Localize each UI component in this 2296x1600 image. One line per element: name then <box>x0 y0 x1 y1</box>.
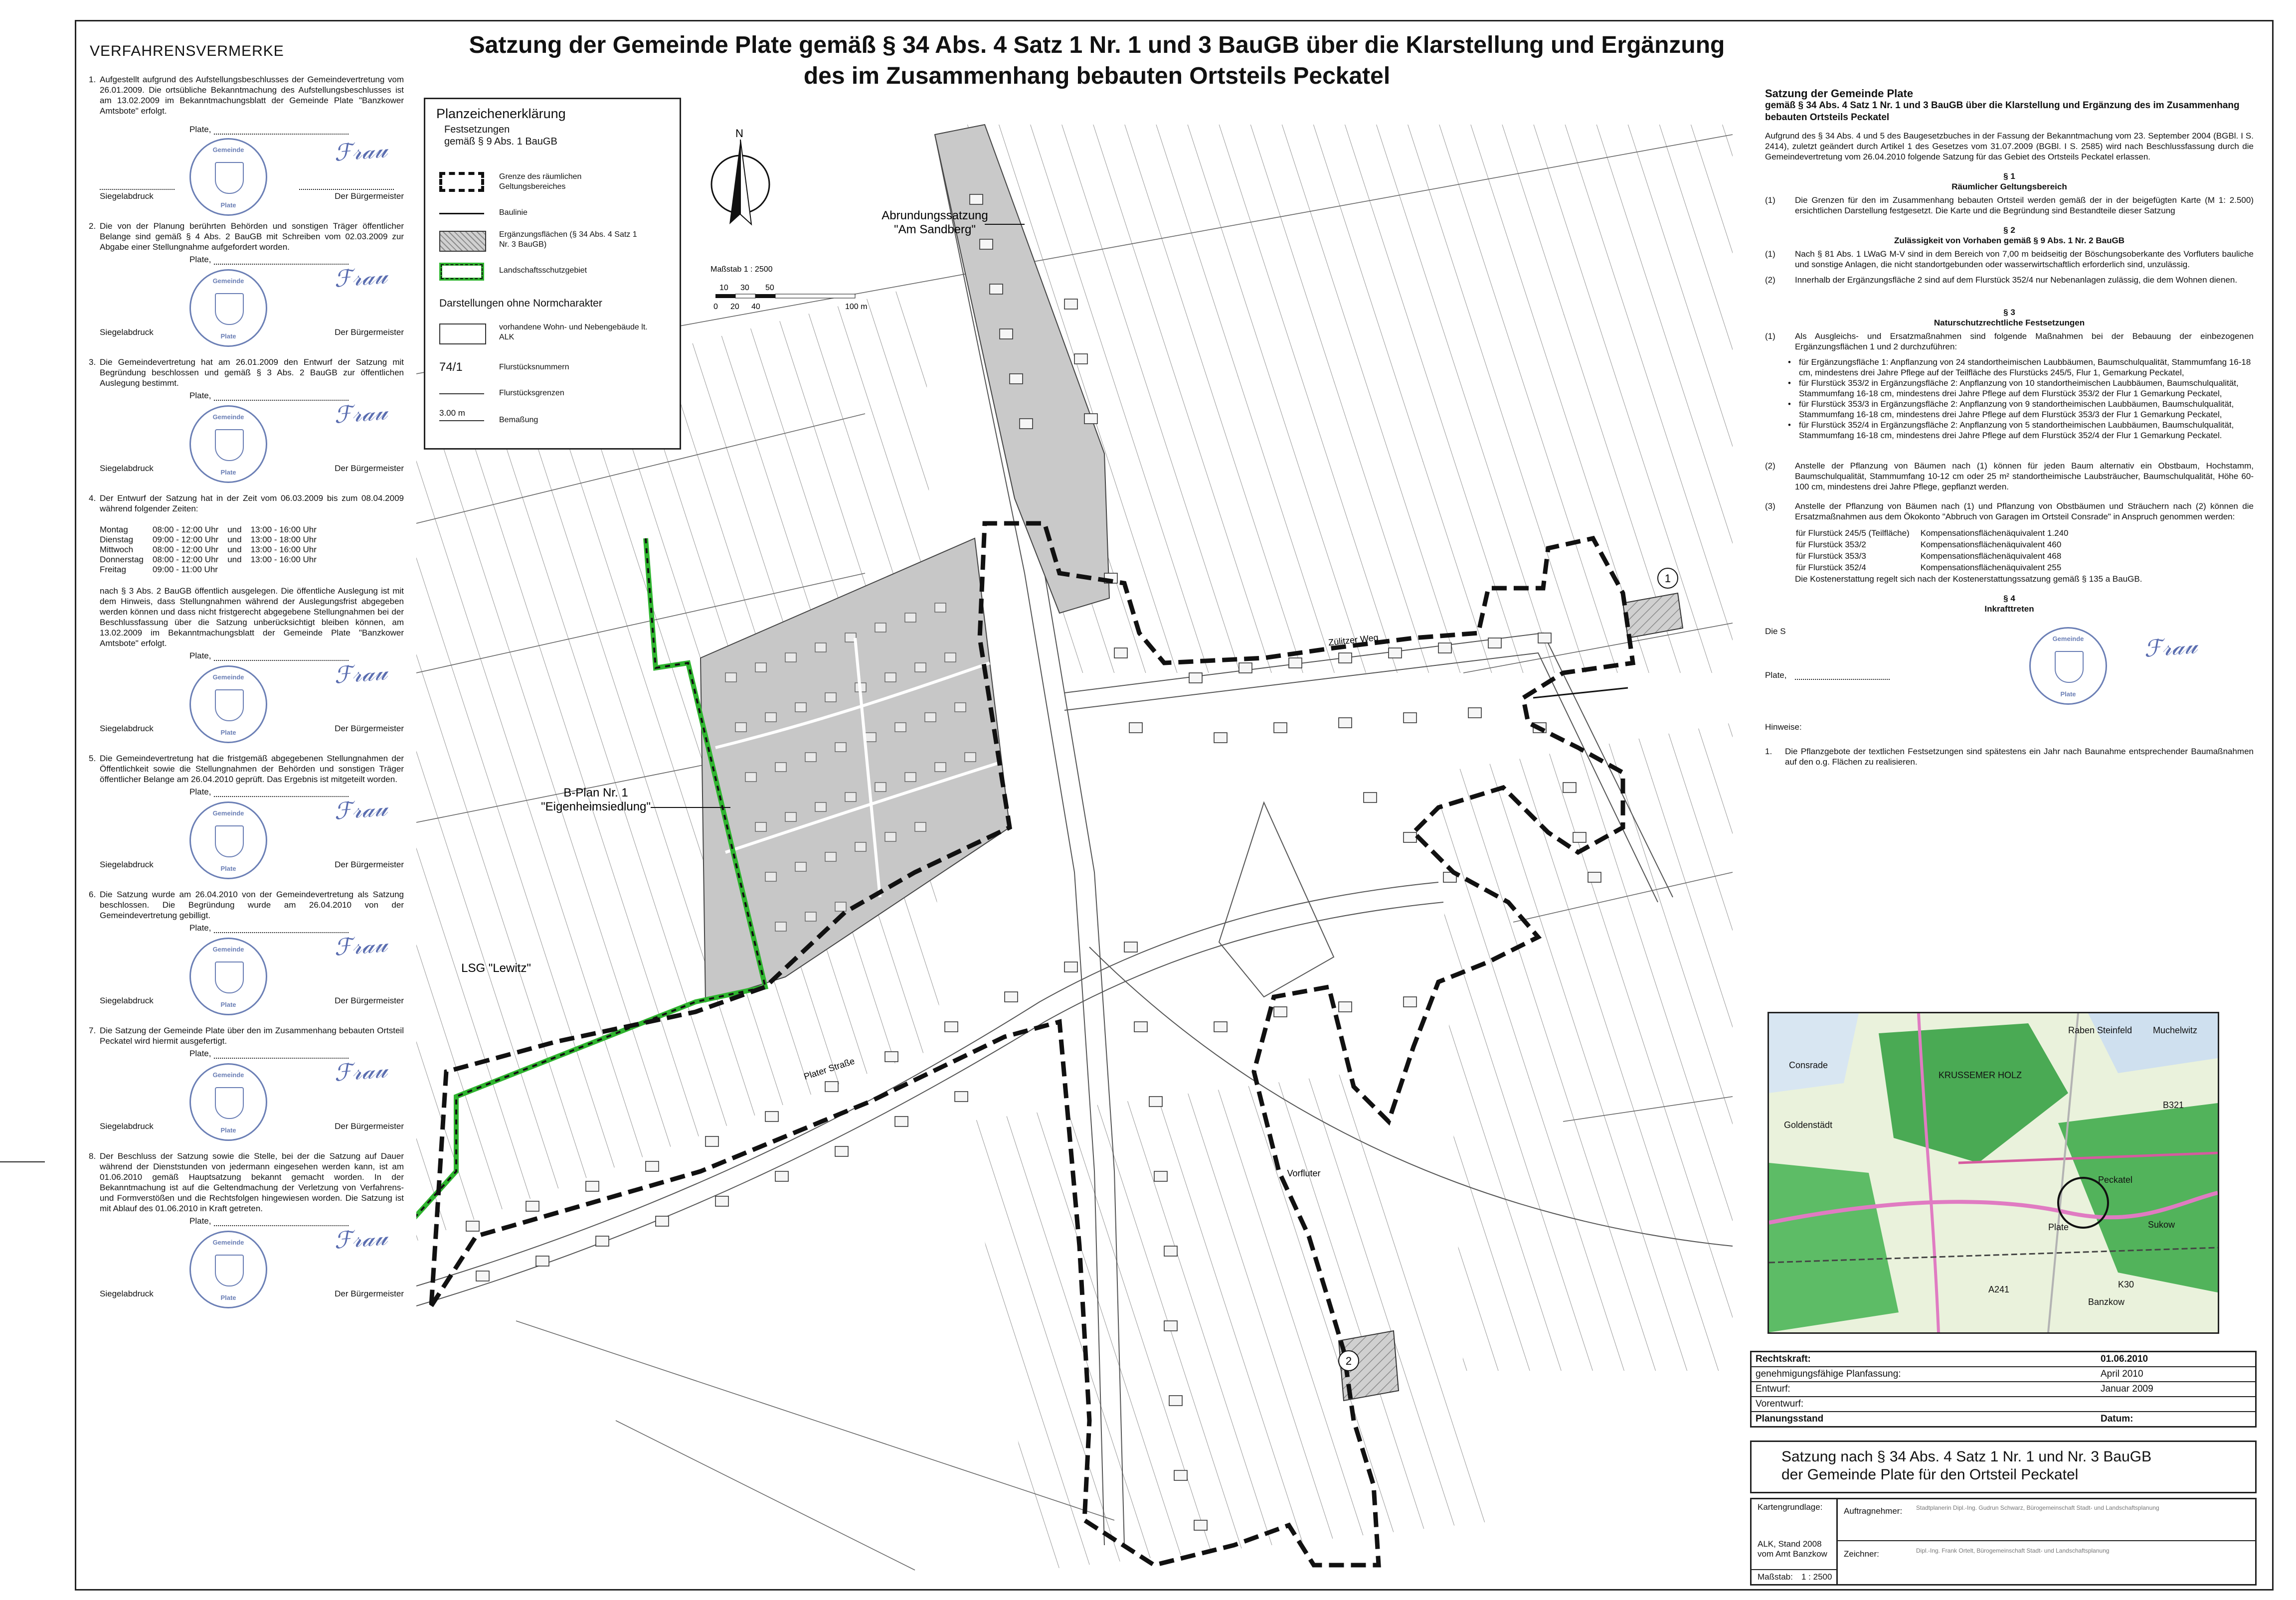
vermerk-1 <box>85 74 404 116</box>
signature-block-3 <box>100 388 404 493</box>
paragraph-4-title: § 4 Inkrafttreten <box>1984 594 2034 614</box>
massstab-label: Maßstab: <box>1758 1572 1793 1582</box>
tb-row-entwurf: Entwurf: Januar 2009 <box>1752 1382 2255 1397</box>
north-arrow <box>711 127 769 224</box>
mayor-signature: ℱ𝓇𝒶𝓊 <box>333 794 388 825</box>
seal-label: Siegelabdruck <box>100 1289 154 1298</box>
tb-row-rechtskraft: Rechtskraft: 01.06.2010 <box>1752 1352 2255 1367</box>
tb-row-planungsstand: Planungsstand Datum: <box>1756 1414 2133 1424</box>
mayor-label: Der Bürgermeister <box>335 327 404 337</box>
tb-row-vorentwurf: Vorentwurf: <box>1752 1397 2255 1412</box>
compensation-row: für Flurstück 352/4 Kompensationsflächenäquivalent 255 <box>1796 563 2062 572</box>
legend-row-dim <box>439 408 674 433</box>
zeichner-label: Zeichner: <box>1844 1549 1879 1559</box>
overview-map-graphic <box>1769 1013 2218 1332</box>
vermerk-8 <box>85 1151 404 1214</box>
place-date: Plate, <box>189 923 349 933</box>
legend-subheading-2: gemäß § 9 Abs. 1 BauGB <box>444 136 557 147</box>
legend-text: Landschaftsschutzgebiet <box>499 266 587 275</box>
vermerk-text: Die von der Planung berührten Behörden und sonstigen Träger öffentlicher Belange sind gemäß § 4 Abs. 2 BauGB mit Schreiben vom 02.03.2009 zur Abgabe einer Stellungnahme aufgefordert worden. <box>100 221 404 252</box>
mayor-signature: ℱ𝓇𝒶𝓊 <box>333 1223 388 1254</box>
signature-block-8 <box>100 1214 404 1318</box>
seal-label: Siegelabdruck <box>100 464 154 473</box>
legend-heading-2: Darstellungen ohne Normcharakter <box>439 298 602 309</box>
legend-text: Grenze des räumlichen Geltungsbereiches <box>499 172 582 191</box>
tb-row-genehm: genehmigungsfähige Planfassung: April 2010 <box>1752 1367 2255 1382</box>
label-abrundung: Abrundungssatzung <box>882 209 988 222</box>
paragraph-3-bullet: • für Flurstück 352/4 in Ergänzungsfläche 2: Anpflanzung von 5 standortheimischen Laubbäumen, Baumschulqualität, Stammumfang 16-18 cm, mindestens drei Jahre Pflege auf dem Flurstück 352/4 der Flur 1 Gemarkung Peckatel. <box>1785 420 2254 441</box>
overview-label: KRUSSEMER HOLZ <box>1939 1070 2022 1080</box>
scale-tick: 100 m <box>845 303 868 311</box>
seal-stamp: Gemeinde Plate <box>189 405 267 483</box>
parcel-number-sample: 74/1 <box>439 360 463 374</box>
legend-row-boundary <box>439 169 674 199</box>
vermerk-number: 6. <box>89 890 96 899</box>
paragraph-3-title: § 3 Naturschutzrechtliche Festsetzungen <box>1934 308 2085 327</box>
dimension-line <box>439 420 484 421</box>
compensation-row: für Flurstück 353/3 Kompensationsflächenäquivalent 468 <box>1796 551 2062 561</box>
vermerk-text: Aufgestellt aufgrund des Aufstellungsbeschlusses der Gemeindevertretung vom 26.01.2009. Die ortsübliche Bekanntmachung des Aufstellungsbeschlusses ist am 13.02.2009 im Bekanntmachungsblatt der Gemeinde Plate "Banzkower Amtsbote" erfolgt. <box>100 75 404 116</box>
paragraph-4-text: Die S <box>1765 627 1786 636</box>
verfahrensvermerke-heading: VERFAHRENSVERMERKE <box>90 43 284 59</box>
seal-stamp: Gemeinde Plate <box>189 938 267 1015</box>
legend-text: Flurstücksgrenzen <box>499 389 564 397</box>
signature-block-1 <box>100 116 404 221</box>
label-abrundung-name: "Am Sandberg" <box>894 223 976 236</box>
overview-label: A241 <box>1988 1284 2010 1294</box>
hours-row: Freitag 09:00 - 11:00 Uhr <box>100 565 218 574</box>
legend-row-ergaenzung <box>439 229 674 254</box>
hours-row: Mittwoch 08:00 - 12:00 Uhr und 13:00 - 16:00 Uhr <box>100 545 317 554</box>
vermerk-number: 8. <box>89 1151 96 1161</box>
overview-label: Plate <box>2048 1222 2069 1232</box>
legend-text: Baulinie <box>499 208 528 217</box>
frame-top <box>75 20 2274 21</box>
overview-label: K30 <box>2118 1280 2134 1289</box>
vermerk-2 <box>85 221 404 252</box>
kartengrundlage-value: ALK, Stand 2008 <box>1758 1539 1822 1549</box>
signature-block-6 <box>100 921 404 1025</box>
hinweis-1: 1. Die Pflanzgebote der textlichen Festsetzungen sind spätestens ein Jahr nach Baunahme entsprechender Baumaßnahmen auf den o.g. Flächen zu realisieren. <box>1765 747 2254 767</box>
scale-tick: 0 <box>713 303 718 311</box>
north-label: N <box>735 127 743 140</box>
mayor-signature: ℱ𝓇𝒶𝓊 <box>2143 632 2198 662</box>
paragraph-2-item-1: (1) Nach § 81 Abs. 1 LWaG M-V sind in dem Bereich von 7,00 m beidseitig der Böschungsoberkante des Vorfluters bauliche und sonstige Anlagen, die nicht standortgebunden oder wasserwirtschaftlich erforderlich sind, unzulässig. <box>1765 249 2254 269</box>
satzung-heading-2: gemäß § 34 Abs. 4 Satz 1 Nr. 1 und 3 BauGB über die Klarstellung und Ergänzung des im Zusammenhang bebauten Ortsteils Peckatel <box>1765 100 2240 123</box>
vermerk-6 <box>85 889 404 921</box>
paragraph-3-item-2: (2) Anstelle der Pflanzung von Bäumen nach (1) können für jeden Baum alternativ ein Obstbaum, Hochstamm, Baumschulqualität, Stammumfang 10-12 cm oder 25 m² standortheimische Laubsträucher, Baumschulqualität, Höhe 60-100 cm, mindestens drei Jahre Pflege, gepflanzt werden. <box>1765 461 2254 491</box>
hinweise-heading: Hinweise: <box>1765 722 1802 732</box>
baulinie-symbol <box>439 213 484 214</box>
label-vorfluter: Vorfluter <box>1287 1168 1321 1178</box>
scale-tick: 40 <box>751 303 760 311</box>
vermerk-text: Der Entwurf der Satzung hat in der Zeit vom 06.03.2009 bis zum 08.04.2009 während folgender Zeiten: <box>100 493 404 513</box>
legend-subheading: Festsetzungen <box>444 124 510 135</box>
paragraph-2-item-2: (2) Innerhalb der Ergänzungsfläche 2 sind auf dem Flurstück 352/4 nur Nebenanlagen zulässig, die dem Wohnen dienen. <box>1765 275 2238 285</box>
legend-text: Flurstücksnummern <box>499 363 569 371</box>
verfahrensvermerke <box>85 43 404 1318</box>
vermerk-text: Die Gemeindevertretung hat die fristgemäß abgegebenen Stellungnahmen der Öffentlichkeit sowie die Stellungnahmen der Behörden und sonstigen Träger öffentlicher Belange am 26.04.2010 geprüft. Das Ergebnis ist mitgeteilt worden. <box>100 754 404 784</box>
paragraph-4-body <box>1765 617 2254 702</box>
plan-title-line1: Satzung der Gemeinde Plate gemäß § 34 Abs. 4 Satz 1 Nr. 1 und 3 BauGB über die Klarstellung und Ergänzung <box>469 32 1725 58</box>
kartengrundlage-value-2: vom Amt Banzkow <box>1758 1549 1827 1559</box>
paragraph-1-item-1: (1) Die Grenzen für den im Zusammenhang bebauten Ortsteil werden gemäß der in der beigefügten Karte (M 1: 2.500) ersichtlichen Darstellung festgesetzt. Die Karte und die Begründung sind Bestandteile dieser Satzung <box>1765 195 2254 215</box>
vermerk-5 <box>85 753 404 785</box>
overview-label: Raben Steinfeld <box>2068 1025 2132 1035</box>
scale-bar <box>710 265 867 311</box>
scale-tick: 50 <box>765 284 774 292</box>
mayor-signature: ℱ𝓇𝒶𝓊 <box>333 1056 388 1087</box>
vermerk-text-continued: nach § 3 Abs. 2 BauGB öffentlich ausgelegen. Die öffentliche Auslegung ist mit dem Hinweis, dass Stellungnahmen während der Auslegungsfrist abgegeben werden können und dass nicht fristgerecht abgegebene Stellungnahmen bei der Beschlussfassung über die Satzung unberücksichtigt bleiben können, am 13.02.2009 im Bekanntmachungsblatt der Gemeinde Plate "Banzkower Amtsbote" erfolgt. <box>100 586 404 648</box>
seal-stamp: Gemeinde Plate <box>189 665 267 743</box>
frame-left <box>75 20 76 1590</box>
mayor-label: Der Bürgermeister <box>335 1121 404 1131</box>
overview-label: Banzkow <box>2088 1297 2125 1307</box>
dimension-sample: 3.00 m <box>439 408 465 418</box>
overview-label: Sukow <box>2148 1220 2175 1230</box>
massstab-value: 1 : 2500 <box>1801 1572 1832 1582</box>
signature-block-4 <box>100 648 404 753</box>
place-date: Plate, <box>189 650 349 661</box>
overview-label: B321 <box>2163 1100 2184 1110</box>
place-date: Plate, <box>189 390 349 401</box>
mayor-label: Der Bürgermeister <box>335 1289 404 1298</box>
overview-label: Consrade <box>1789 1060 1828 1070</box>
compensation-row: für Flurstück 245/5 (Teilfläche) Kompensationsflächenäquivalent 1.240 <box>1796 528 2069 538</box>
place-date: Plate, <box>189 124 349 135</box>
satzung-intro: Aufgrund des § 34 Abs. 4 und 5 des Baugesetzbuches in der Fassung der Bekanntmachung vom 23. September 2004 (BGBl. I S. 2414), zuletzt geändert durch Artikel 1 des Gesetzes vom 31.07.2009 (BGBl. I S. 2585) wird nach Beschlussfassung durch die Gemeindevertretung vom 26.04.2010 folgende Satzung für das Gebiet des Ortsteils Peckatel erlassen. <box>1765 131 2254 161</box>
legend-row-parcelbound <box>439 387 674 402</box>
auftragnehmer-label: Auftragnehmer: <box>1844 1506 1903 1516</box>
hours-row: Montag 08:00 - 12:00 Uhr und 13:00 - 16:00 Uhr <box>100 525 317 534</box>
legend-heading: Planzeichenerklärung <box>436 106 566 121</box>
place-date: Plate, <box>189 1048 349 1059</box>
legend-text: vorhandene Wohn- und Nebengebäude lt. ALK <box>499 323 648 341</box>
satzung-text <box>1765 88 2254 772</box>
place-date: Plate, <box>189 254 349 265</box>
compensation-row: für Flurstück 353/2 Kompensationsflächenäquivalent 460 <box>1796 540 2062 549</box>
vermerk-text: Die Satzung wurde am 26.04.2010 von der Gemeindevertretung als Satzung beschlossen. Die Begründung wurde am 26.04.2010 von der Gemeindevertretung gebilligt. <box>100 890 404 920</box>
vermerk-3 <box>85 357 404 388</box>
vermerk-number: 1. <box>89 75 96 84</box>
frame-bottom <box>75 1589 2274 1591</box>
mayor-label: Der Bürgermeister <box>335 860 404 869</box>
vermerk-number: 3. <box>89 357 96 367</box>
label-bplan-name: "Eigenheimsiedlung" <box>541 800 651 813</box>
scale-tick: 30 <box>740 284 749 292</box>
vermerk-4 <box>85 493 404 648</box>
paragraph-2-title: § 2 Zulässigkeit von Vorhaben gemäß § 9 Abs. 1 Nr. 2 BauGB <box>1894 225 2124 245</box>
legend-text: Ergänzungsflächen (§ 34 Abs. 4 Satz 1 Nr. 3 BauGB) <box>499 230 637 249</box>
baulinie <box>1533 688 1628 698</box>
seal-stamp: Gemeinde Plate <box>189 138 267 216</box>
mayor-signature: ℱ𝓇𝒶𝓊 <box>333 136 388 166</box>
seal-label: Siegelabdruck <box>100 1121 154 1131</box>
paragraph-3-cost: Die Kostenerstattung regelt sich nach der Kostenerstattungssatzung gemäß § 135 a BauGB. <box>1795 574 2142 584</box>
plan-name-line2: der Gemeinde Plate für den Ortsteil Peckatel <box>1781 1466 2079 1483</box>
building-symbol <box>439 323 486 344</box>
overview-map <box>1767 1012 2219 1334</box>
vermerk-number: 2. <box>89 221 96 231</box>
ergaenzung-symbol <box>439 231 486 252</box>
paragraph-3-item-3: (3) Anstelle der Pflanzung von Bäumen nach (1) und Pflanzung von Obstbäumen und Sträuchern nach (2) können die Ersatzmaßnahmen aus dem Ökokonto "Abbruch von Garagen im Ortsteil Consrade" in Anspruch genommen werden: <box>1765 501 2254 521</box>
fold-mark <box>0 1161 45 1162</box>
tb-divider <box>1836 1540 2255 1541</box>
parcel-boundary-symbol <box>439 393 484 394</box>
mayor-signature: ℱ𝓇𝒶𝓊 <box>333 262 388 293</box>
lsg-symbol <box>439 263 484 281</box>
opening-hours-table <box>100 525 326 575</box>
paragraph-3-bullet: • für Flurstück 353/3 in Ergänzungsfläche 2: Anpflanzung von 9 standortheimischen Laubbäumen, Baumschulqualität, Stammumfang 16-18 cm, mindestens drei Jahre Pflege auf dem Flurstück 353/3 der Flur 1 Gemarkung Peckatel, <box>1785 399 2254 420</box>
signature-block-5 <box>100 785 404 889</box>
satzung-heading <box>1765 88 2254 124</box>
legend-text: Bemaßung <box>499 416 538 424</box>
sig-line-right <box>299 189 394 190</box>
vermerk-number: 5. <box>89 754 96 763</box>
paragraph-4-place: Plate, <box>1765 670 1787 680</box>
seal-stamp: Gemeinde Plate <box>189 269 267 347</box>
frame-right <box>2272 20 2274 1590</box>
seal-label: Siegelabdruck <box>100 191 154 201</box>
auftragnehmer-value: Stadtplanerin Dipl.-Ing. Gudrun Schwarz, Bürogemeinschaft Stadt- und Landschaftsplanung <box>1916 1504 2159 1511</box>
legend-row-parcelnum <box>439 360 674 375</box>
vermerk-7 <box>85 1025 404 1046</box>
zeichner-value: Dipl.-Ing. Frank Ortelt, Bürogemeinschaft Stadt- und Landschaftsplanung <box>1916 1547 2110 1554</box>
legend-row-buildings <box>439 321 674 346</box>
title-block-credits <box>1750 1498 2257 1586</box>
scale-tick: 10 <box>719 284 728 292</box>
plan-title-line2: des im Zusammenhang bebauten Ortsteils Peckatel <box>803 63 1391 89</box>
marker-1-label: 1 <box>1664 572 1671 585</box>
scale-label: Maßstab 1 : 2500 <box>710 265 773 274</box>
sig-line-left <box>100 189 175 190</box>
legend-box <box>424 98 681 450</box>
vermerk-text: Der Beschluss der Satzung sowie die Stelle, bei der die Satzung auf Dauer während der Dienststunden von jedermann eingesehen werden kann, ist am 01.06.2010 gemäß Hauptsatzung bekannt gemacht worden. In der Bekanntmachung ist auf die Geltendmachung der Verletzung von Verfahrens- und Formverstößen und die Rechtsfolgen hingewiesen worden. Die Satzung ist mit Ablauf des 01.06.2010 in Kraft getreten. <box>100 1151 404 1213</box>
mayor-label: Der Bürgermeister <box>335 464 404 473</box>
compensation-table <box>1795 527 2079 574</box>
boundary-symbol <box>439 172 484 192</box>
scale-tick: 20 <box>730 303 739 311</box>
vermerk-number: 7. <box>89 1026 96 1035</box>
satzung-heading-1: Satzung der Gemeinde Plate <box>1765 87 1914 100</box>
seal-label: Siegelabdruck <box>100 327 154 337</box>
paragraph-3-item-1: (1) Als Ausgleichs- und Ersatzmaßnahmen sind folgende Maßnahmen bei der Bebauung der einbezogenen Ergänzungsflächen 1 und 2 durchzuführen: <box>1765 331 2254 351</box>
signature-block-2 <box>100 252 404 357</box>
overview-label: Peckatel <box>2098 1175 2133 1185</box>
marker-1 <box>1658 568 1678 588</box>
seal-stamp: Gemeinde Plate <box>2029 627 2107 705</box>
legend-row-baulinie <box>439 207 674 222</box>
date-dots <box>1795 669 1890 680</box>
mayor-signature: ℱ𝓇𝒶𝓊 <box>333 658 388 689</box>
tb-divider <box>1836 1499 1838 1584</box>
seal-label: Siegelabdruck <box>100 724 154 733</box>
hours-row: Donnerstag 08:00 - 12:00 Uhr und 13:00 - 16:00 Uhr <box>100 555 317 564</box>
seal-label: Siegelabdruck <box>100 996 154 1005</box>
mayor-label: Der Bürgermeister <box>335 996 404 1005</box>
label-street-zuelitzer: Zülitzer Weg <box>1328 632 1379 648</box>
paragraph-1-title: § 1 Räumlicher Geltungsbereich <box>1951 171 2067 191</box>
label-lsg: LSG "Lewitz" <box>461 961 531 975</box>
seal-stamp: Gemeinde Plate <box>189 801 267 879</box>
plan-name <box>1781 1448 2151 1484</box>
seal-label: Siegelabdruck <box>100 860 154 869</box>
place-date: Plate, <box>189 1216 349 1226</box>
hours-row: Dienstag 09:00 - 12:00 Uhr und 13:00 - 18:00 Uhr <box>100 535 317 544</box>
paragraph-3-bullet: • für Flurstück 353/2 in Ergänzungsfläche 2: Anpflanzung von 10 standortheimischen Laubbäumen, Baumschulqualität, Stammumfang 16-18 cm, mindestens drei Jahre Pflege auf dem Flurstück 353/2 der Flur 1 Gemarkung Peckatel, <box>1785 378 2254 399</box>
vermerk-text: Die Gemeindevertretung hat am 26.01.2009 den Entwurf der Satzung mit Begründung beschlossen und gemäß § 3 Abs. 2 BauGB zur öffentlichen Auslegung bestimmt. <box>100 357 404 388</box>
label-street-plater: Plater Straße <box>802 1056 856 1082</box>
seal-stamp: Gemeinde Plate <box>189 1231 267 1308</box>
paragraph-3-bullet: • für Ergänzungsfläche 1: Anpflanzung von 24 standortheimischen Laubbäumen, Baumschulqualität, Stammumfang 16-18 cm, mindestens drei Jahre Pflege auf der Teilfläche des Flurstücks 245/5, Flur 1, Gemarkung Peckatel, <box>1785 357 2254 378</box>
tb-divider <box>1752 1569 1836 1570</box>
title-block-name <box>1750 1440 2257 1493</box>
marker-2 <box>1339 1351 1359 1371</box>
vermerk-number: 4. <box>89 493 96 503</box>
mayor-label: Der Bürgermeister <box>335 191 404 201</box>
label-bplan: B-Plan Nr. 1 <box>563 786 628 800</box>
legend-row-lsg <box>439 262 674 282</box>
kartengrundlage-label: Kartengrundlage: <box>1758 1502 1823 1512</box>
mayor-signature: ℱ𝓇𝒶𝓊 <box>333 930 388 961</box>
mayor-signature: ℱ𝓇𝒶𝓊 <box>333 398 388 429</box>
seal-stamp: Gemeinde Plate <box>189 1063 267 1141</box>
overview-label: Goldenstädt <box>1784 1120 1833 1130</box>
vermerk-text: Die Satzung der Gemeinde Plate über den im Zusammenhang bebauten Ortsteil Peckatel wird hiermit ausgefertigt. <box>100 1026 404 1046</box>
overview-label: Muchelwitz <box>2153 1025 2198 1035</box>
mayor-label: Der Bürgermeister <box>335 724 404 733</box>
place-date: Plate, <box>189 787 349 797</box>
marker-2-label: 2 <box>1345 1355 1352 1367</box>
signature-block-7 <box>100 1046 404 1151</box>
title-block-dates <box>1750 1351 2257 1428</box>
plan-name-line1: Satzung nach § 34 Abs. 4 Satz 1 Nr. 1 und Nr. 3 BauGB <box>1781 1448 2152 1465</box>
